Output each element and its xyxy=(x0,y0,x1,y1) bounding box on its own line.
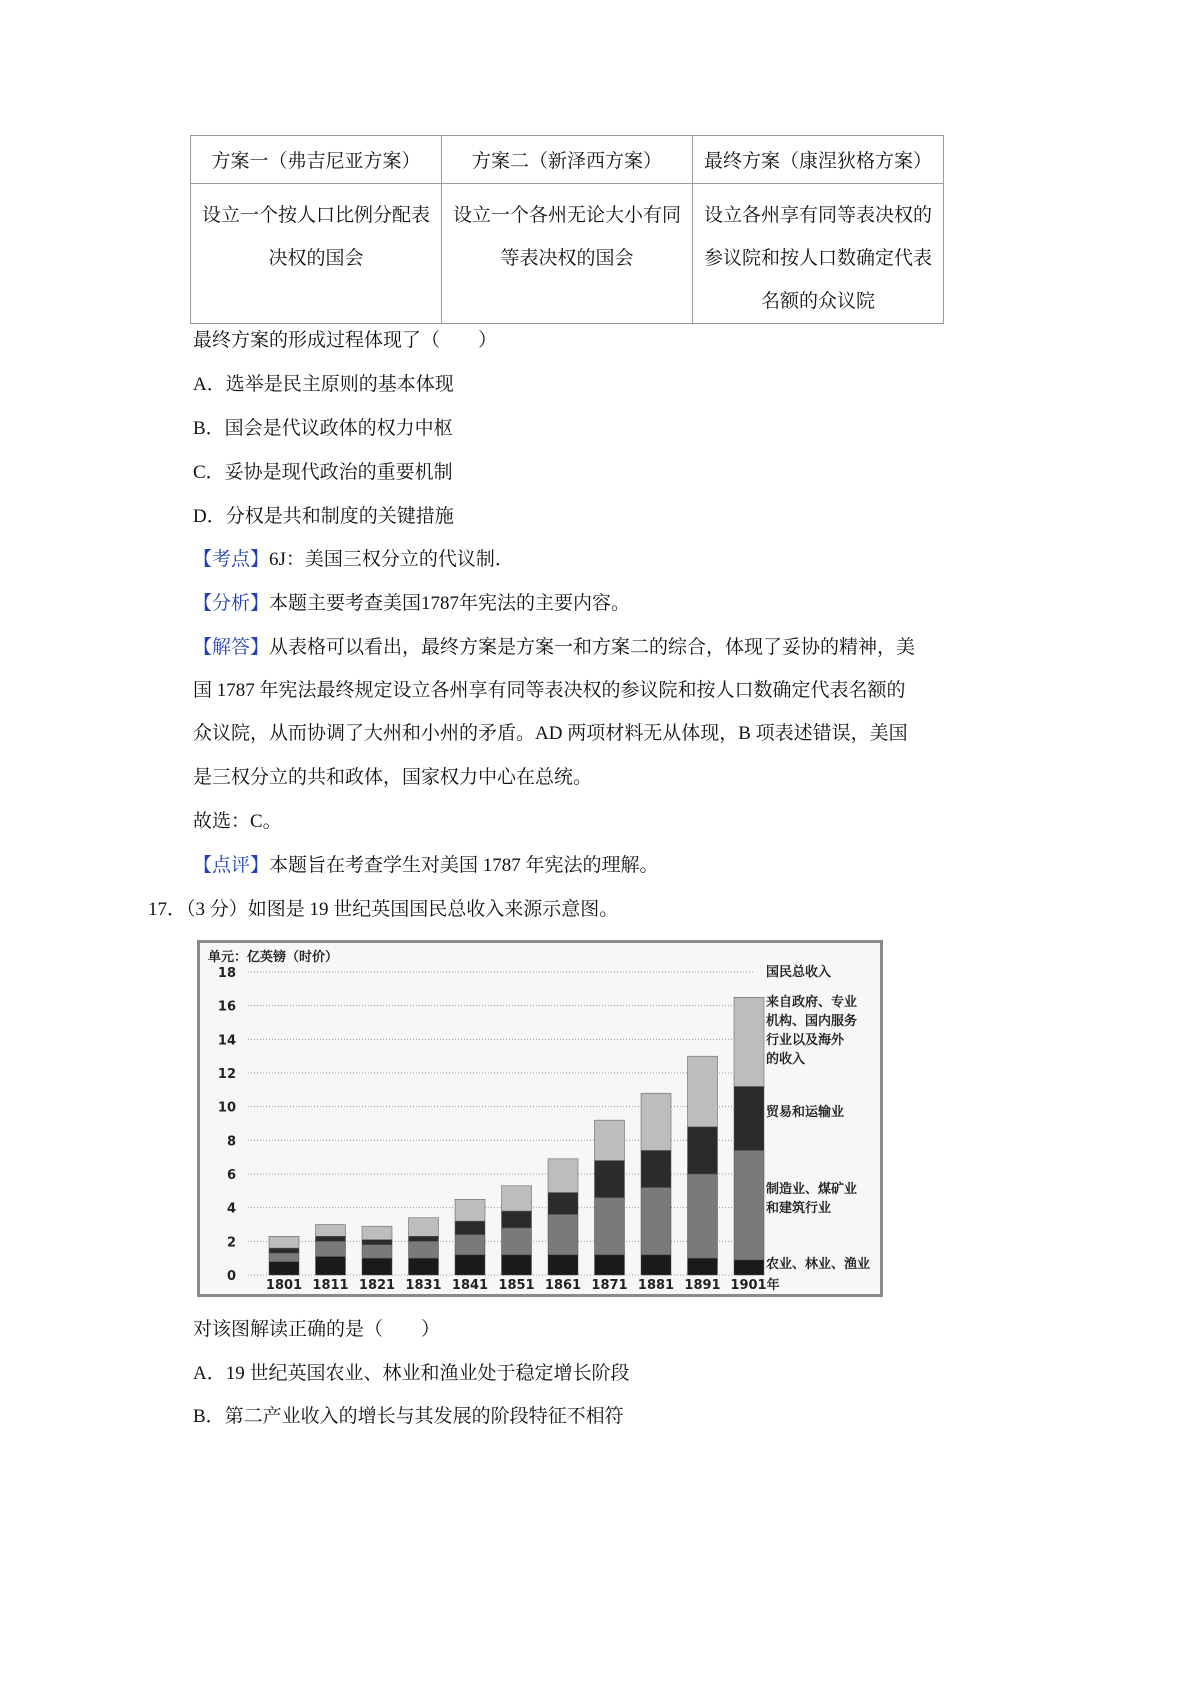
bar-segment xyxy=(595,1161,625,1198)
bar-segment xyxy=(316,1236,346,1241)
y-tick-label: 8 xyxy=(226,1134,236,1150)
x-tick-label: 1901年 xyxy=(730,1278,780,1293)
question-stem: 最终方案的形成过程体现了（ ） xyxy=(193,330,498,351)
option-a: A．选举是民主原则的基本体现 xyxy=(193,374,454,395)
bar-segment xyxy=(409,1236,439,1241)
bar-segment xyxy=(641,1093,671,1150)
bar-segment xyxy=(316,1225,346,1237)
x-tick-label: 1891 xyxy=(684,1278,721,1293)
bar-segment xyxy=(734,1150,764,1259)
y-tick-label: 2 xyxy=(226,1235,236,1251)
option-a: A．19 世纪英国农业、林业和渔业处于稳定增长阶段 xyxy=(193,1363,630,1384)
income-chart xyxy=(197,940,883,1297)
unit-label: 单元：亿英镑（时价） xyxy=(208,950,339,965)
fenxi-line xyxy=(193,592,630,616)
legend-label: 农业、林业、渔业 xyxy=(766,1257,871,1272)
bar-segment xyxy=(362,1245,392,1258)
jieda-label: 【解答】 xyxy=(193,637,270,658)
table-cell-line: 设立一个按人口比例分配表 xyxy=(201,205,430,226)
bar-segment xyxy=(362,1258,392,1275)
y-tick-label: 18 xyxy=(217,966,236,981)
bar-segment xyxy=(455,1221,485,1234)
jieda-text: 从表格可以看出，最终方案是方案一和方案二的综合，体现了妥协的精神，美 xyxy=(269,637,916,658)
table-cell xyxy=(442,184,693,324)
legend-label: 贸易和运输业 xyxy=(766,1105,845,1120)
bar-segment xyxy=(688,1127,718,1174)
x-tick-label: 1871 xyxy=(591,1278,628,1293)
legend-label: 的收入 xyxy=(766,1052,806,1067)
plan-table xyxy=(190,135,944,324)
y-tick-label: 12 xyxy=(217,1067,236,1082)
bar-segment xyxy=(548,1255,578,1275)
option-b: B．第二产业收入的增长与其发展的阶段特征不相符 xyxy=(193,1406,624,1427)
x-tick-label: 1821 xyxy=(358,1278,396,1293)
table-cell-line: 设立一个各州无论大小有同 xyxy=(452,205,681,226)
kaodian-line xyxy=(193,548,514,572)
bar-segment xyxy=(548,1159,578,1193)
y-tick-label: 10 xyxy=(217,1100,236,1116)
bar-segment xyxy=(502,1186,532,1211)
bar-segment xyxy=(269,1236,299,1248)
x-tick-label: 1861 xyxy=(544,1278,582,1293)
table-header-cell: 方案一（弗吉尼亚方案） xyxy=(191,136,442,184)
jieda-text: 是三权分立的共和政体，国家权力中心在总统。 xyxy=(193,767,593,788)
x-tick-label: 1881 xyxy=(637,1278,675,1293)
bar-segment xyxy=(502,1228,532,1255)
answer-text: 故选：C。 xyxy=(193,811,282,832)
bar-segment xyxy=(502,1255,532,1275)
bar-segment xyxy=(455,1199,485,1221)
legend-label: 制造业、煤矿业 xyxy=(766,1182,858,1197)
jieda-text: 众议院，从而协调了大州和小州的矛盾。AD 两项材料无从体现，B 项表述错误，美国 xyxy=(193,723,908,744)
legend-label: 机构、国内服务 xyxy=(766,1014,858,1029)
bar-segment xyxy=(688,1174,718,1258)
bar-segment xyxy=(455,1235,485,1255)
bar-segment xyxy=(548,1193,578,1215)
bar-segment xyxy=(269,1248,299,1253)
table-cell xyxy=(693,184,944,324)
y-tick-label: 16 xyxy=(217,999,236,1015)
bar-segment xyxy=(409,1218,439,1237)
bar-segment xyxy=(269,1253,299,1261)
bar-segment xyxy=(362,1240,392,1245)
y-tick-label: 14 xyxy=(217,1033,236,1049)
bar-segment xyxy=(316,1256,346,1275)
x-tick-label: 1801 xyxy=(265,1278,303,1293)
fenxi-text: 本题主要考查美国1787年宪法的主要内容。 xyxy=(269,593,631,614)
bar-segment xyxy=(316,1241,346,1256)
table-cell-line: 设立各州享有同等表决权的 xyxy=(703,205,932,226)
question-17-stem: 17．（3 分）如图是 19 世纪英国国民总收入来源示意图。 xyxy=(148,899,619,920)
option-b: B．国会是代议政体的权力中枢 xyxy=(193,418,453,439)
table-cell-line: 决权的国会 xyxy=(268,248,364,269)
table-cell xyxy=(191,184,442,324)
y-tick-label: 4 xyxy=(226,1201,236,1217)
bar-segment xyxy=(688,1258,718,1275)
bar-segment xyxy=(409,1241,439,1258)
bar-segment xyxy=(362,1226,392,1239)
bar-segment xyxy=(734,997,764,1086)
table-header-cell: 最终方案（康涅狄格方案） xyxy=(693,136,944,184)
legend-label: 来自政府、专业 xyxy=(766,995,858,1010)
bar-segment xyxy=(688,1056,718,1127)
x-tick-label: 1811 xyxy=(312,1278,349,1293)
jieda-line xyxy=(193,636,915,660)
dianping-label: 【点评】 xyxy=(193,855,270,876)
y-tick-label: 0 xyxy=(226,1269,236,1284)
bar-segment xyxy=(269,1262,299,1275)
legend-label: 行业以及海外 xyxy=(766,1033,845,1048)
bar-segment xyxy=(641,1187,671,1254)
bar-segment xyxy=(734,1260,764,1275)
y-tick-label: 6 xyxy=(226,1168,236,1183)
question-17-substem: 对该图解读正确的是（ ） xyxy=(193,1319,441,1340)
x-tick-label: 1851 xyxy=(498,1278,535,1293)
option-c: C．妥协是现代政治的重要机制 xyxy=(193,462,453,483)
bar-segment xyxy=(734,1086,764,1150)
table-cell-line: 参议院和按人口数确定代表 xyxy=(703,248,932,269)
table-cell-line: 名额的众议院 xyxy=(760,291,875,312)
fenxi-label: 【分析】 xyxy=(193,593,270,614)
jieda-text: 国 1787 年宪法最终规定设立各州享有同等表决权的参议院和按人口数确定代表名额的 xyxy=(193,680,906,701)
option-d: D．分权是共和制度的关键措施 xyxy=(193,506,454,527)
kaodian-label: 【考点】 xyxy=(193,549,270,570)
bar-segment xyxy=(502,1211,532,1228)
x-tick-label: 1841 xyxy=(451,1278,489,1293)
dianping-text: 本题旨在考查学生对美国 1787 年宪法的理解。 xyxy=(269,855,659,876)
bar-segment xyxy=(595,1198,625,1255)
bar-segment xyxy=(548,1214,578,1254)
kaodian-text: 6J：美国三权分立的代议制． xyxy=(269,549,514,570)
table-cell-line: 等表决权的国会 xyxy=(500,248,634,269)
bar-segment xyxy=(641,1255,671,1275)
income-chart-svg xyxy=(200,943,880,1294)
bar-segment xyxy=(409,1258,439,1275)
dianping-line xyxy=(193,854,659,878)
x-tick-label: 1831 xyxy=(405,1278,442,1293)
bar-segment xyxy=(595,1120,625,1160)
bar-segment xyxy=(641,1150,671,1187)
table-header-cell: 方案二（新泽西方案） xyxy=(442,136,693,184)
bar-segment xyxy=(595,1255,625,1275)
legend-total-label: 国民总收入 xyxy=(766,965,832,980)
legend-label: 和建筑行业 xyxy=(766,1201,832,1216)
bar-segment xyxy=(455,1255,485,1275)
